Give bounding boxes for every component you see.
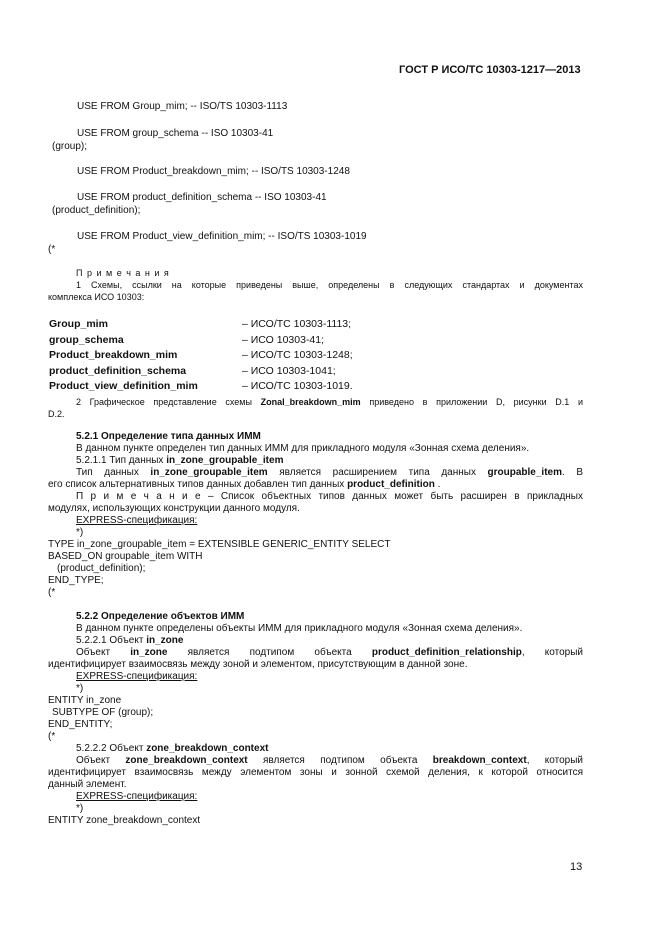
schema-ref: – ИСО/ТС 10303-1019. xyxy=(242,380,353,392)
schema-ref: – ИСО 10303-41; xyxy=(242,334,325,346)
schema-name: Product_breakdown_mim xyxy=(49,349,178,361)
text: является подтипом объекта xyxy=(247,755,433,766)
code-line: (product_definition); xyxy=(57,563,146,574)
note-2-text: 2 Графическое представление схемы xyxy=(76,397,261,407)
comment-open: (* xyxy=(48,244,56,255)
paragraph-line xyxy=(76,647,583,659)
schema-name: product_definition_schema xyxy=(49,365,187,377)
paragraph-line: идентифицирует взаимосвязь между элементом зоны и зонной схемой деления, к которой относится xyxy=(48,767,583,778)
code-line: BASED_ON groupable_item WITH xyxy=(48,551,203,562)
notes-heading: П р и м е ч а н и я xyxy=(76,268,170,278)
note-2-text: приведено в приложении D, рисунки D.1 и xyxy=(360,397,583,407)
paragraph-line xyxy=(76,467,583,479)
use-from-line: USE FROM Product_view_definition_mim; -- ISO/TS 10303-1019 xyxy=(77,231,367,242)
schema-name: Group_mim xyxy=(49,318,108,330)
section-intro: В данном пункте определены объекты ИММ для прикладного модуля «Зонная схема деления». xyxy=(76,623,523,634)
note-2-line-1 xyxy=(76,396,583,408)
express-spec-label: EXPRESS-спецификация: xyxy=(76,791,198,802)
code-line: TYPE in_zone_groupable_item = EXTENSIBLE GENERIC_ENTITY SELECT xyxy=(48,539,391,550)
term: breakdown_context xyxy=(432,755,527,766)
subsection-term: zone_breakdown_context xyxy=(146,743,269,754)
text: Объект xyxy=(76,755,126,766)
use-from-line: USE FROM group_schema -- ISO 10303-41 xyxy=(77,128,274,139)
use-from-line: (group); xyxy=(52,141,88,152)
subsection-heading xyxy=(76,455,283,467)
text: , который xyxy=(526,755,583,766)
term: product_definition_relationship xyxy=(371,647,522,658)
subsection-number: 5.2.2.2 Объект xyxy=(76,743,147,754)
note-1-line-2: комплекса ИСО 10303: xyxy=(48,292,145,302)
schema-ref: – ИСО/ТС 10303-1248; xyxy=(242,349,353,361)
express-spec-label: EXPRESS-спецификация: xyxy=(76,515,198,526)
note-2-schema: Zonal_breakdown_mim xyxy=(260,397,361,407)
document-header: ГОСТ Р ИСО/ТС 10303-1217—2013 xyxy=(399,64,581,76)
schema-ref: – ИСО/ТС 10303-1113; xyxy=(242,318,352,330)
text: является подтипом объекта xyxy=(167,647,372,658)
use-from-line: USE FROM product_definition_schema -- ISO 10303-41 xyxy=(77,192,327,203)
text: Тип данных xyxy=(76,467,151,478)
code-line: ENTITY zone_breakdown_context xyxy=(48,815,201,826)
subsection-heading xyxy=(76,635,183,647)
use-from-line: USE FROM Group_mim; -- ISO/TS 10303-1113 xyxy=(77,101,288,112)
text: Объект xyxy=(76,647,131,658)
section-heading: 5.2.2 Определение объектов ИММ xyxy=(76,611,245,622)
subsection-heading xyxy=(76,743,268,755)
note-2-line-2: D.2. xyxy=(48,409,65,419)
text: является расширением типа данных xyxy=(267,467,488,478)
subsection-term: in_zone xyxy=(146,635,184,646)
express-spec-label: EXPRESS-спецификация: xyxy=(76,671,198,682)
text: . xyxy=(434,479,441,490)
paragraph-line xyxy=(48,479,440,491)
code-line: *) xyxy=(76,683,84,694)
text: его список альтернативных типов данных добавлен тип данных xyxy=(48,479,348,490)
schema-ref: – ИСО 10303-1041; xyxy=(242,365,336,377)
code-line: ENTITY in_zone xyxy=(48,695,122,706)
subsection-term: in_zone_groupable_item xyxy=(166,455,284,466)
paragraph-line: идентифицирует взаимосвязь между зоной и элементом, присутствующим в данной зоне. xyxy=(48,659,468,670)
term: product_definition xyxy=(347,479,435,490)
subsection-number: 5.2.2.1 Объект xyxy=(76,635,147,646)
code-line: END_TYPE; xyxy=(48,575,104,586)
term: in_zone xyxy=(130,647,168,658)
text: . В xyxy=(561,467,583,478)
term: groupable_item xyxy=(487,467,562,478)
section-intro: В данном пункте определен тип данных ИММ для прикладного модуля «Зонная схема деления». xyxy=(76,443,530,454)
code-line: END_ENTITY; xyxy=(48,719,113,730)
schema-name: group_schema xyxy=(49,334,124,346)
note-1-line-1: 1 Схемы, ссылки на которые приведены выше, определены в следующих стандартах и документах xyxy=(76,280,583,290)
code-line: (* xyxy=(48,731,56,742)
term: in_zone_groupable_item xyxy=(150,467,268,478)
paragraph-line: данный элемент. xyxy=(48,779,127,790)
note-line: модулях, использующих конструкции данного модуля. xyxy=(48,503,300,514)
text: , который xyxy=(521,647,583,658)
code-line: SUBTYPE OF (group); xyxy=(52,707,154,718)
use-from-line: USE FROM Product_breakdown_mim; -- ISO/TS 10303-1248 xyxy=(77,166,350,177)
section-heading: 5.2.1 Определение типа данных ИММ xyxy=(76,431,261,442)
page-number: 13 xyxy=(570,861,583,873)
code-line: (* xyxy=(48,587,56,598)
schema-name: Product_view_definition_mim xyxy=(49,380,198,392)
code-line: *) xyxy=(76,527,84,538)
subsection-number: 5.2.1.1 Тип данных xyxy=(76,455,167,466)
code-line: *) xyxy=(76,803,84,814)
paragraph-line xyxy=(76,755,583,767)
term: zone_breakdown_context xyxy=(125,755,248,766)
note-line: П р и м е ч а н и е – Список объектных типов данных может быть расширен в прикладных xyxy=(76,491,583,502)
use-from-line: (product_definition); xyxy=(52,205,141,216)
